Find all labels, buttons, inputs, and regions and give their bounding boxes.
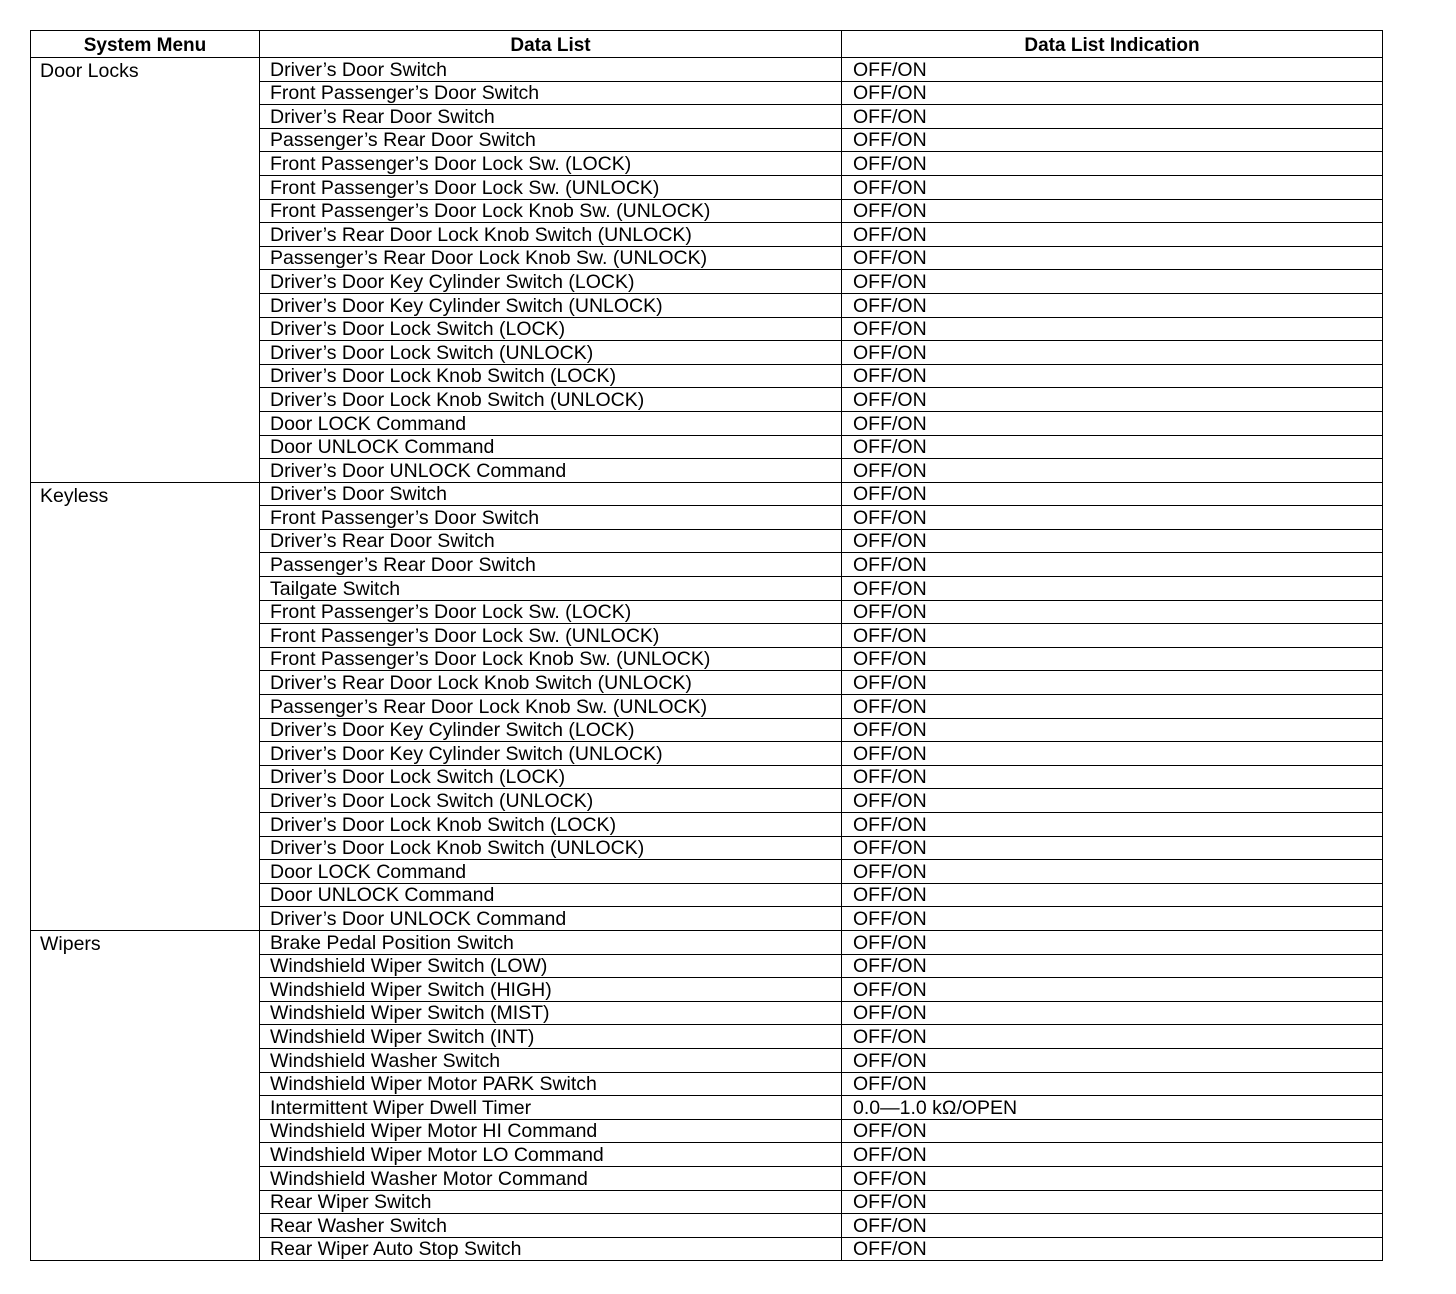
data-list-item: Driver’s Door UNLOCK Command (260, 907, 842, 931)
table-row (31, 482, 1383, 506)
data-list-item: Driver’s Rear Door Switch (260, 529, 842, 553)
data-list-indication: OFF/ON (842, 293, 1383, 317)
data-list-indication: OFF/ON (842, 1119, 1383, 1143)
data-list-indication: OFF/ON (842, 577, 1383, 601)
data-list-item: Rear Wiper Switch (260, 1190, 842, 1214)
data-list-item: Brake Pedal Position Switch (260, 930, 842, 954)
data-list-indication: OFF/ON (842, 435, 1383, 459)
data-list-item: Driver’s Door Lock Knob Switch (UNLOCK) (260, 836, 842, 860)
data-list-indication: OFF/ON (842, 341, 1383, 365)
data-list-item: Driver’s Door Lock Switch (LOCK) (260, 765, 842, 789)
data-list-indication: OFF/ON (842, 199, 1383, 223)
data-list-item: Windshield Wiper Switch (HIGH) (260, 978, 842, 1002)
data-list-indication: OFF/ON (842, 600, 1383, 624)
data-list-item: Windshield Wiper Switch (LOW) (260, 954, 842, 978)
data-list-indication: OFF/ON (842, 411, 1383, 435)
data-list-item: Rear Washer Switch (260, 1214, 842, 1238)
data-list-item: Driver’s Door Switch (260, 482, 842, 506)
data-list-indication: OFF/ON (842, 836, 1383, 860)
data-list-indication: OFF/ON (842, 624, 1383, 648)
data-list-indication: OFF/ON (842, 175, 1383, 199)
data-list-item: Passenger’s Rear Door Switch (260, 128, 842, 152)
data-list-item: Windshield Wiper Motor PARK Switch (260, 1072, 842, 1096)
data-list-item: Front Passenger’s Door Lock Sw. (UNLOCK) (260, 175, 842, 199)
data-list-item: Driver’s Door Lock Switch (UNLOCK) (260, 789, 842, 813)
data-list-indication: OFF/ON (842, 1237, 1383, 1261)
data-list-item: Windshield Wiper Motor LO Command (260, 1143, 842, 1167)
data-list-indication: OFF/ON (842, 1214, 1383, 1238)
data-list-indication: OFF/ON (842, 718, 1383, 742)
data-list-indication: OFF/ON (842, 58, 1383, 82)
data-list-indication: OFF/ON (842, 907, 1383, 931)
data-list-item: Front Passenger’s Door Lock Knob Sw. (UNLOCK) (260, 647, 842, 671)
data-list-indication: OFF/ON (842, 883, 1383, 907)
data-list-indication: OFF/ON (842, 553, 1383, 577)
data-list-indication: OFF/ON (842, 317, 1383, 341)
header-data-list: Data List (260, 31, 842, 58)
data-list-indication: OFF/ON (842, 105, 1383, 129)
data-list-indication: OFF/ON (842, 1190, 1383, 1214)
data-list-item: Door LOCK Command (260, 860, 842, 884)
data-list-indication: OFF/ON (842, 1072, 1383, 1096)
data-list-indication: OFF/ON (842, 789, 1383, 813)
data-list-item: Driver’s Door Key Cylinder Switch (LOCK) (260, 270, 842, 294)
system-menu-cell: Door Locks (31, 58, 260, 483)
data-list-indication: OFF/ON (842, 270, 1383, 294)
data-list-item: Windshield Wiper Switch (INT) (260, 1025, 842, 1049)
data-list-item: Passenger’s Rear Door Lock Knob Sw. (UNLOCK) (260, 695, 842, 719)
data-list-indication: OFF/ON (842, 1025, 1383, 1049)
data-list-indication: OFF/ON (842, 860, 1383, 884)
data-list-indication: OFF/ON (842, 506, 1383, 530)
data-list-item: Driver’s Door Switch (260, 58, 842, 82)
data-list-indication: OFF/ON (842, 388, 1383, 412)
table-body (31, 58, 1383, 1261)
data-list-indication: OFF/ON (842, 765, 1383, 789)
data-list-item: Rear Wiper Auto Stop Switch (260, 1237, 842, 1261)
data-list-item: Windshield Wiper Switch (MIST) (260, 1001, 842, 1025)
data-list-item: Driver’s Door Lock Switch (LOCK) (260, 317, 842, 341)
header-data-list-indication: Data List Indication (842, 31, 1383, 58)
table-header-row (31, 31, 1383, 58)
data-list-indication: OFF/ON (842, 671, 1383, 695)
data-list-item: Door UNLOCK Command (260, 435, 842, 459)
data-list-item: Tailgate Switch (260, 577, 842, 601)
data-list-item: Windshield Wiper Motor HI Command (260, 1119, 842, 1143)
data-list-indication: OFF/ON (842, 954, 1383, 978)
data-list-indication: OFF/ON (842, 1001, 1383, 1025)
data-list-indication: OFF/ON (842, 1166, 1383, 1190)
data-list-item: Driver’s Door Key Cylinder Switch (UNLOCK) (260, 293, 842, 317)
data-list-item: Driver’s Rear Door Lock Knob Switch (UNLOCK) (260, 671, 842, 695)
data-list-item: Front Passenger’s Door Lock Sw. (UNLOCK) (260, 624, 842, 648)
data-list-indication: OFF/ON (842, 529, 1383, 553)
data-list-indication: OFF/ON (842, 1143, 1383, 1167)
data-list-indication: OFF/ON (842, 459, 1383, 483)
data-list-item: Door LOCK Command (260, 411, 842, 435)
data-list-item: Front Passenger’s Door Switch (260, 81, 842, 105)
data-list-item: Driver’s Door Key Cylinder Switch (LOCK) (260, 718, 842, 742)
data-list-item: Front Passenger’s Door Lock Sw. (LOCK) (260, 600, 842, 624)
data-list-item: Driver’s Door UNLOCK Command (260, 459, 842, 483)
data-list-item: Windshield Washer Motor Command (260, 1166, 842, 1190)
data-list-indication: OFF/ON (842, 695, 1383, 719)
data-list-item: Driver’s Door Key Cylinder Switch (UNLOCK) (260, 742, 842, 766)
data-list-item: Windshield Washer Switch (260, 1048, 842, 1072)
data-list-item: Front Passenger’s Door Lock Sw. (LOCK) (260, 152, 842, 176)
data-list-item: Driver’s Door Lock Knob Switch (LOCK) (260, 813, 842, 837)
data-list-item: Driver’s Rear Door Switch (260, 105, 842, 129)
data-list-item: Passenger’s Rear Door Switch (260, 553, 842, 577)
data-list-item: Door UNLOCK Command (260, 883, 842, 907)
data-list-indication: OFF/ON (842, 364, 1383, 388)
data-list-table (30, 30, 1383, 1261)
data-list-indication: OFF/ON (842, 647, 1383, 671)
system-menu-cell: Keyless (31, 482, 260, 930)
data-list-indication: OFF/ON (842, 223, 1383, 247)
data-list-item: Driver’s Door Lock Knob Switch (UNLOCK) (260, 388, 842, 412)
data-list-indication: OFF/ON (842, 81, 1383, 105)
table-row (31, 58, 1383, 82)
table-row (31, 930, 1383, 954)
data-list-item: Driver’s Door Lock Switch (UNLOCK) (260, 341, 842, 365)
data-list-indication: OFF/ON (842, 930, 1383, 954)
data-list-indication: OFF/ON (842, 246, 1383, 270)
data-list-document (30, 30, 1382, 1261)
data-list-indication: OFF/ON (842, 482, 1383, 506)
data-list-indication: OFF/ON (842, 813, 1383, 837)
data-list-item: Driver’s Door Lock Knob Switch (LOCK) (260, 364, 842, 388)
data-list-indication: OFF/ON (842, 152, 1383, 176)
data-list-indication: OFF/ON (842, 1048, 1383, 1072)
data-list-indication: OFF/ON (842, 742, 1383, 766)
data-list-item: Front Passenger’s Door Lock Knob Sw. (UNLOCK) (260, 199, 842, 223)
system-menu-cell: Wipers (31, 930, 260, 1260)
data-list-indication: OFF/ON (842, 978, 1383, 1002)
data-list-item: Front Passenger’s Door Switch (260, 506, 842, 530)
header-system-menu: System Menu (31, 31, 260, 58)
data-list-item: Passenger’s Rear Door Lock Knob Sw. (UNLOCK) (260, 246, 842, 270)
data-list-item: Intermittent Wiper Dwell Timer (260, 1096, 842, 1120)
data-list-indication: OFF/ON (842, 128, 1383, 152)
data-list-indication: 0.0—1.0 kΩ/OPEN (842, 1096, 1383, 1120)
data-list-item: Driver’s Rear Door Lock Knob Switch (UNLOCK) (260, 223, 842, 247)
